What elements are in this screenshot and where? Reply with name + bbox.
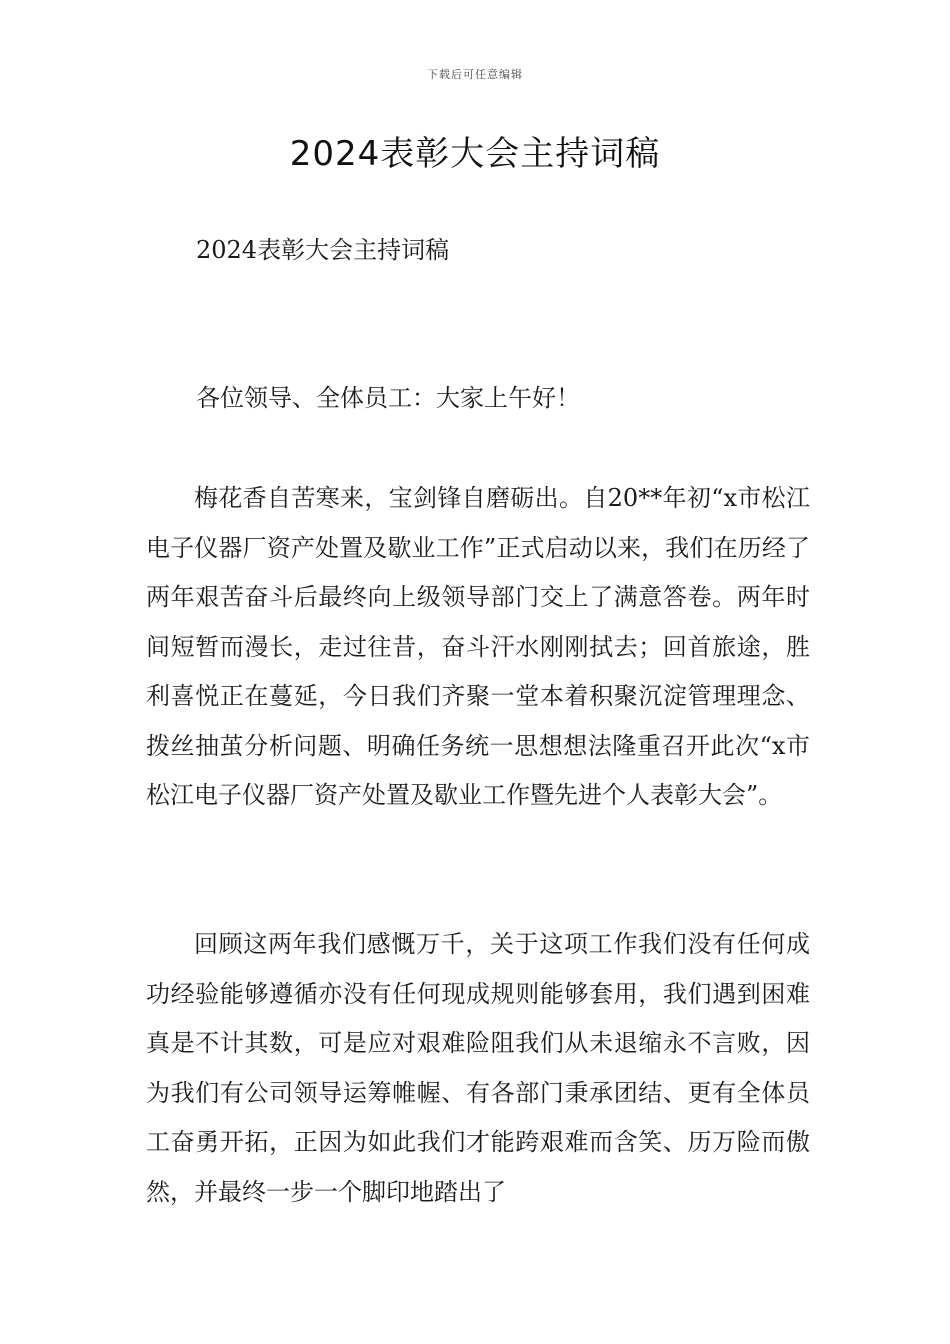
document-subtitle: 2024表彰大会主持词稿 bbox=[196, 236, 450, 264]
greeting-line: 各位领导、全体员工：大家上午好！ bbox=[196, 384, 580, 412]
document-title: 2024表彰大会主持词稿 bbox=[289, 134, 661, 174]
paragraph: 回顾这两年我们感慨万千，关于这项工作我们没有任何成功经验能够遵循亦没有任何现成规则能够套用，我们遇到困难真是不计其数，可是应对艰难险阻我们从未退缩永不言败，因为我们有公司领导运筹帷幄、有各部门秉承团结、更有全体员工奋勇开拓，正因为如此我们才能跨艰难而含笑、历万险而傲然，并最终一步一个脚印地踏出了 bbox=[146, 930, 810, 1206]
paragraph: 梅花香自苦寒来，宝剑锋自磨砺出。自20**年初“x市松江电子仪器厂资产处置及歇业工作”正式启动以来，我们在历经了两年艰苦奋斗后最终向上级领导部门交上了满意答卷。两年时间短暂而漫长，走过往昔，奋斗汗水刚刚拭去；回首旅途，胜利喜悦正在蔓延，今日我们齐聚一堂本着积聚沉淀管理理念、拨丝抽茧分析问题、明确任务统一思想想法隆重召开此次“x市松江电子仪器厂资产处置及歇业工作暨先进个人表彰大会”。 bbox=[146, 484, 810, 809]
header-note: 下载后可任意编辑 bbox=[427, 68, 523, 81]
